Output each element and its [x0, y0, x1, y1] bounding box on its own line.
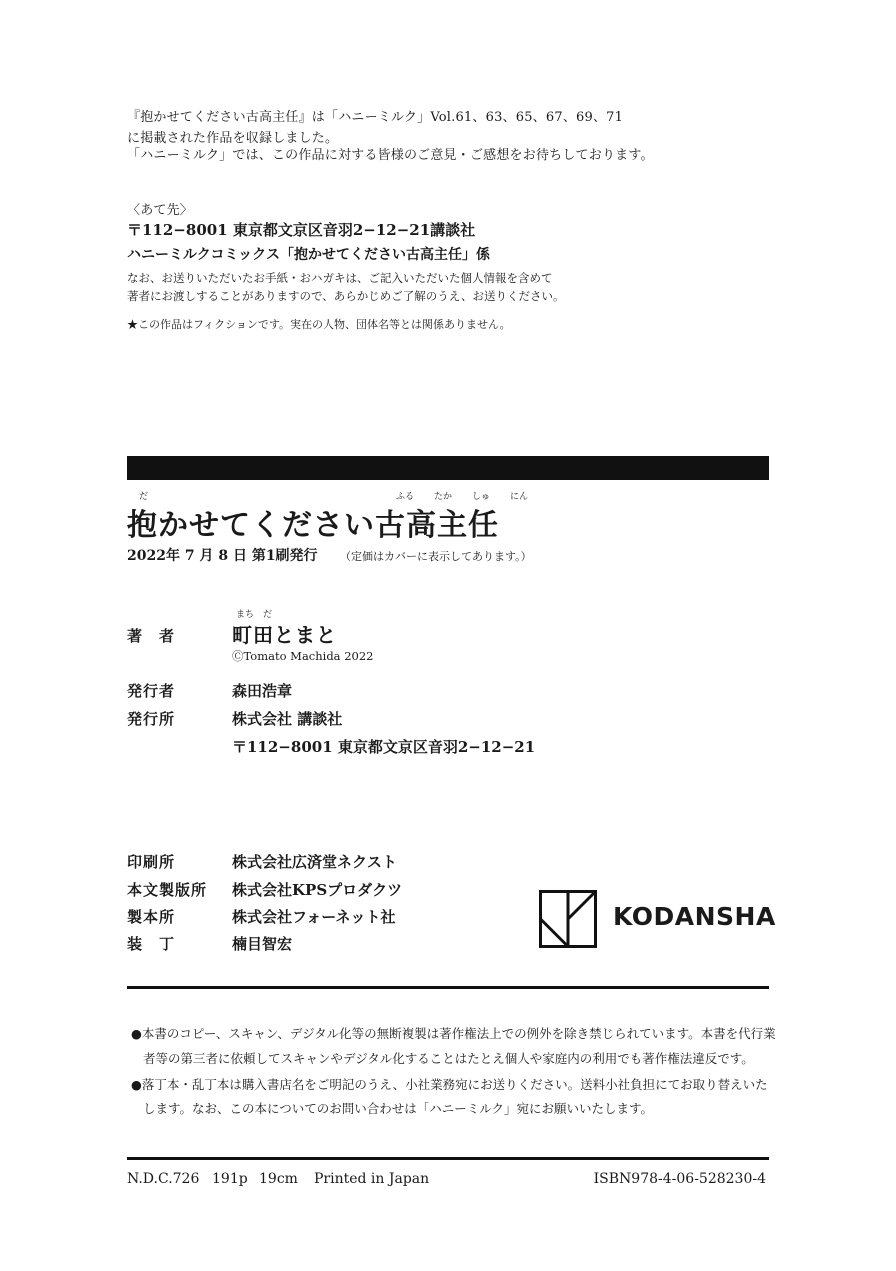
address-postal: 〒112−8001 東京都文京区音羽2−12−21講談社	[127, 221, 476, 239]
legal-p2a: ●落丁本・乱丁本は購入書店名をご明記のうえ、小社業務宛にお送りください。送料小社負担にてお取り替えいた	[131, 1077, 768, 1092]
legal-p2b: します。なお、この本についてのお問い合わせは「ハニーミルク」宛にお願いいたします。	[143, 1101, 654, 1116]
binding-label: 製本所	[127, 908, 176, 926]
title-ruby-shu: しゅ	[472, 492, 491, 502]
fiction-note: ★この作品はフィクションです。実在の人物、団体名等とは関係ありません。	[127, 318, 511, 331]
footer-pages: 191p	[212, 1171, 248, 1187]
author-label: 著 者	[127, 627, 176, 645]
address-note2: 著者にお渡しすることがありますので、あらかじめご了解のうえ、お送りください。	[127, 289, 565, 303]
author-name: 町田とまと	[232, 623, 337, 647]
header-note-line3: 「ハニーミルク」では、この作品に対する皆様のご意見・ご感想をお待ちしております。	[127, 148, 654, 163]
top-rule	[127, 456, 769, 480]
publisher-person: 森田浩章	[232, 682, 293, 700]
kodansha-logo-text: KODANSHA	[613, 902, 776, 931]
legal-p1a: ●本書のコピー、スキャン、デジタル化等の無断複製は著作権法上での例外を除き禁じられています。本書を代行業	[131, 1026, 776, 1041]
title-ruby-da: だ	[139, 492, 149, 502]
title-ruby-taka: たか	[434, 492, 453, 502]
book-title: 抱かせてください古高主任	[127, 508, 499, 543]
title-ruby-furu: ふる	[396, 492, 415, 502]
publisher-person-label: 発行者	[127, 682, 176, 700]
author-ruby: まち だ	[236, 610, 273, 620]
publisher-label: 発行所	[127, 710, 176, 728]
binding-company: 株式会社フォーネット社	[232, 908, 396, 926]
typesetting-label: 本文製版所	[127, 881, 208, 899]
printing-company: 株式会社広済堂ネクスト	[232, 853, 397, 871]
footer-ndc: N.D.C.726	[127, 1171, 200, 1187]
footer-isbn: ISBN978-4-06-528230-4	[593, 1171, 766, 1187]
publisher-address: 〒112−8001 東京都文京区音羽2−12−21	[232, 738, 536, 756]
title-ruby-nin: にん	[510, 492, 529, 502]
design-label: 装 丁	[127, 935, 176, 953]
middle-rule	[127, 986, 769, 989]
design-person: 楠目智宏	[232, 935, 293, 953]
typesetting-company: 株式会社KPSプロダクツ	[232, 881, 403, 899]
header-note-line2: に掲載された作品を収録しました。	[127, 131, 339, 146]
bottom-rule	[127, 1157, 769, 1160]
copyright: ⒸTomato Machida 2022	[232, 649, 374, 663]
address-heading: 〈あて先〉	[127, 203, 194, 218]
price-note: （定価はカバーに表示してあります。）	[340, 550, 532, 563]
footer-size: 19cm	[259, 1171, 298, 1187]
publisher-name: 株式会社 講談社	[232, 710, 343, 728]
legal-p1b: 者等の第三者に依頼してスキャンやデジタル化することはたとえ個人や家庭内の利用でも著作権法違反です。	[143, 1051, 754, 1066]
kodansha-logo-icon	[539, 890, 597, 948]
footer-printed: Printed in Japan	[314, 1171, 430, 1187]
printing-label: 印刷所	[127, 853, 176, 871]
address-note1: なお、お送りいただいたお手紙・おハガキは、ご記入いただいた個人情報を含めて	[127, 271, 553, 285]
header-note-line1: 『抱かせてください古高主任』は「ハニーミルク」Vol.61、63、65、67、69、71	[127, 110, 624, 125]
address-dept: ハニーミルクコミックス「抱かせてください古高主任」係	[127, 247, 491, 263]
publication-date: 2022年 7 月 8 日 第1刷発行	[127, 548, 318, 564]
